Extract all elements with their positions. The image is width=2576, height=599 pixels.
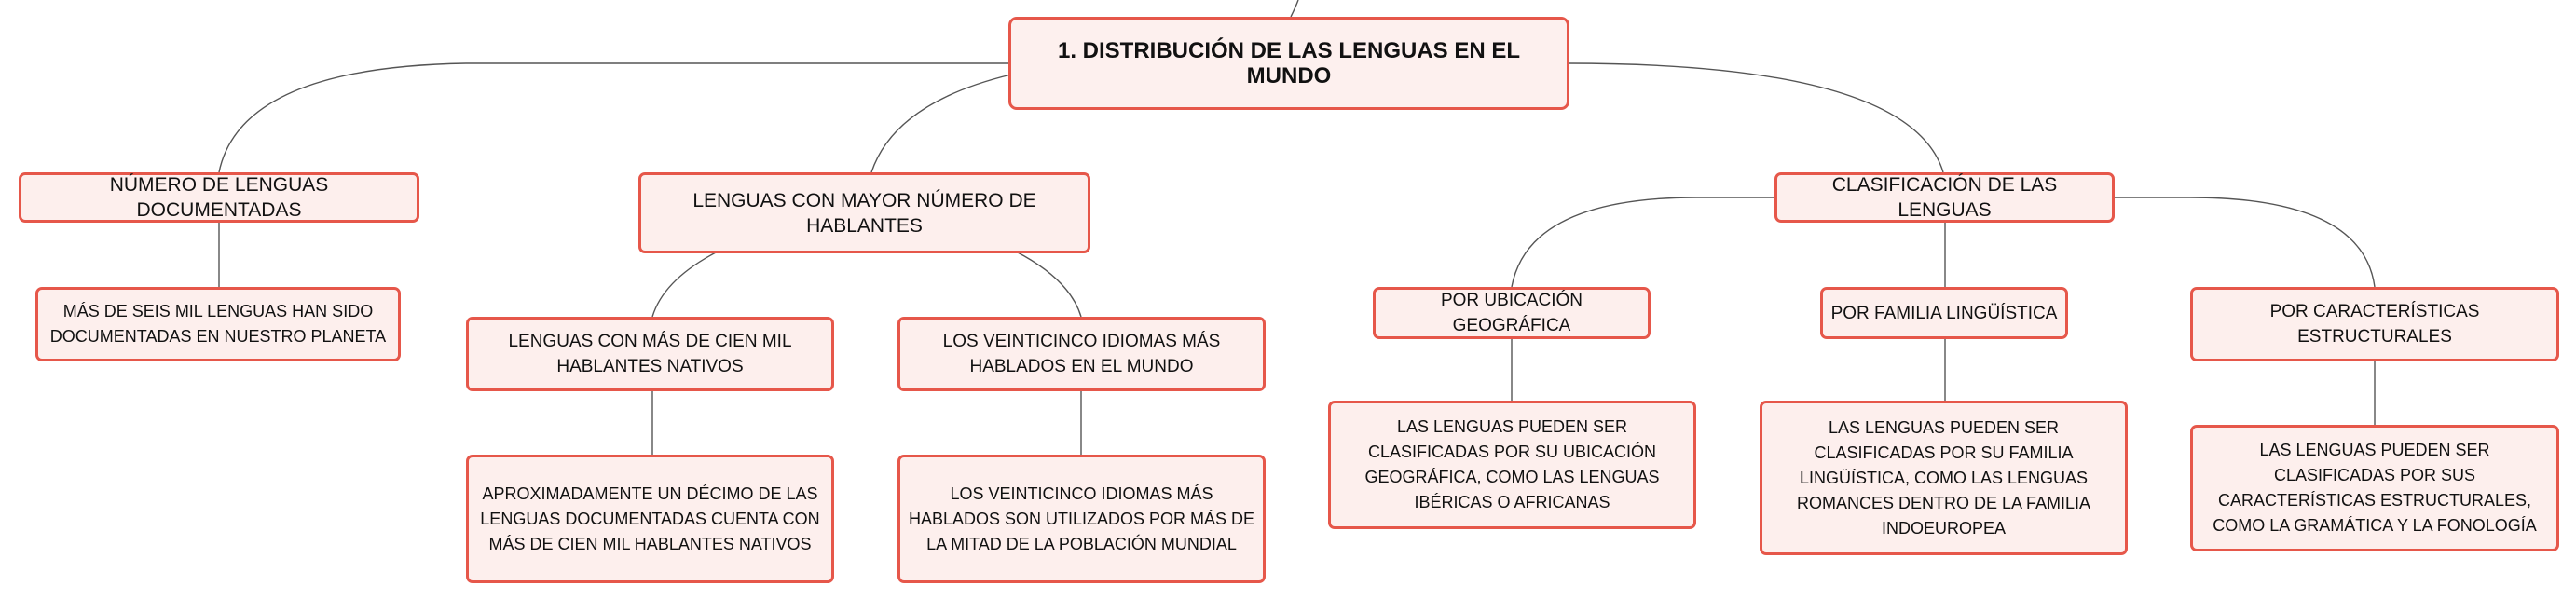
subtopic-mitad-poblacion[interactable]: LOS VEINTICINCO IDIOMAS MÁS HABLADOS SON UTILIZADOS POR MÁS DE LA MITAD DE LA POBLACIÓN MUNDIAL (897, 455, 1266, 583)
connector-root-b3 (1568, 63, 1943, 172)
connector-b3-c3 (1512, 197, 1775, 287)
topic-familia-linguistica[interactable]: POR FAMILIA LINGÜÍSTICA (1820, 287, 2068, 339)
root-topic[interactable]: 1. DISTRIBUCIÓN DE LAS LENGUAS EN EL MUNDO (1008, 17, 1569, 110)
subtopic-ubicacion-geografica[interactable]: LAS LENGUAS PUEDEN SER CLASIFICADAS POR SU UBICACIÓN GEOGRÁFICA, COMO LAS LENGUAS IBÉRICAS O AFRICANAS (1328, 401, 1696, 529)
topic-cien-mil-hablantes[interactable]: LENGUAS CON MÁS DE CIEN MIL HABLANTES NATIVOS (466, 317, 834, 391)
subtopic-decimo-de-lenguas[interactable]: APROXIMADAMENTE UN DÉCIMO DE LAS LENGUAS DOCUMENTADAS CUENTA CON MÁS DE CIEN MIL HABLANTES NATIVOS (466, 455, 834, 583)
connector-root-b2 (871, 75, 1011, 172)
topic-veinticinco-idiomas[interactable]: LOS VEINTICINCO IDIOMAS MÁS HABLADOS EN EL MUNDO (897, 317, 1266, 391)
topic-clasificacion-lenguas[interactable]: CLASIFICACIÓN DE LAS LENGUAS (1774, 172, 2115, 223)
subtopic-familia-linguistica[interactable]: LAS LENGUAS PUEDEN SER CLASIFICADAS POR SU FAMILIA LINGÜÍSTICA, COMO LAS LENGUAS ROMANCES DENTRO DE LA FAMILIA INDOEUROPEA (1760, 401, 2128, 555)
subtopic-caracteristicas-estructurales[interactable]: LAS LENGUAS PUEDEN SER CLASIFICADAS POR SUS CARACTERÍSTICAS ESTRUCTURALES, COMO LA GRAMÁTICA Y LA FONOLOGÍA (2190, 425, 2559, 551)
topic-numero-de-lenguas[interactable]: NÚMERO DE LENGUAS DOCUMENTADAS (19, 172, 419, 223)
subtopic-mas-de-seis-mil[interactable]: MÁS DE SEIS MIL LENGUAS HAN SIDO DOCUMENTADAS EN NUESTRO PLANETA (35, 287, 401, 361)
topic-caracteristicas-estructurales[interactable]: POR CARACTERÍSTICAS ESTRUCTURALES (2190, 287, 2559, 361)
connector-b3-c5 (2114, 197, 2375, 287)
topic-ubicacion-geografica[interactable]: POR UBICACIÓN GEOGRÁFICA (1373, 287, 1651, 339)
connector-root-up (1291, 0, 1298, 17)
topic-mayor-numero-hablantes[interactable]: LENGUAS CON MAYOR NÚMERO DE HABLANTES (638, 172, 1090, 253)
connector-b2-c2 (1016, 252, 1081, 317)
connector-b2-c1 (652, 252, 718, 317)
connector-root-b1 (219, 63, 1011, 172)
